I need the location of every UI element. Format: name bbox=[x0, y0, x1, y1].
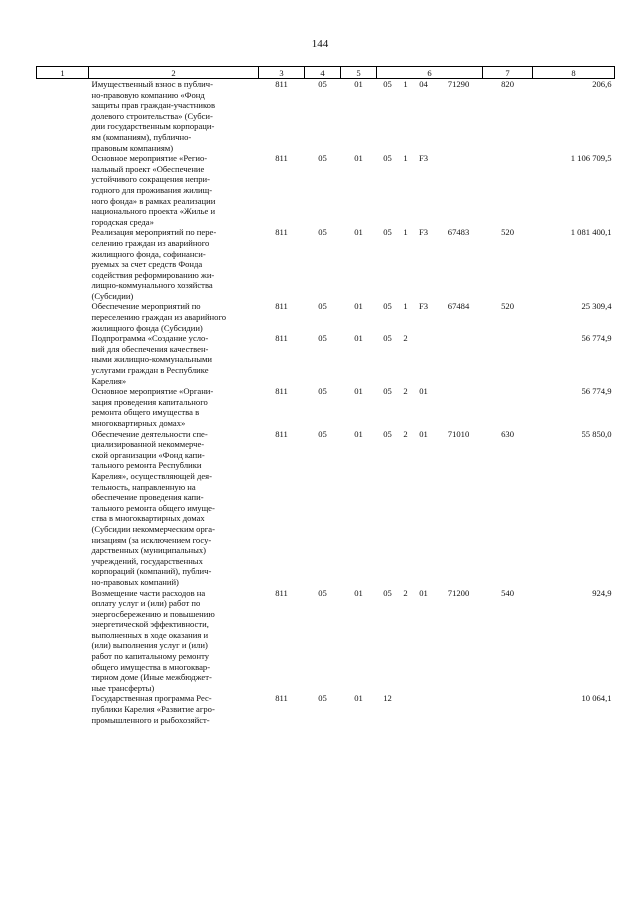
row-name bbox=[89, 79, 259, 154]
row-name-line: ремонта общего имущества в bbox=[91, 407, 200, 418]
row-name-line: селению граждан из аварийного bbox=[91, 237, 210, 248]
row-amount: 10 064,1 bbox=[581, 693, 612, 704]
row-name-line: ства в многоквартирных домах bbox=[91, 513, 205, 524]
row-activity-code: F3 bbox=[418, 227, 429, 238]
row-expense-type-code: 540 bbox=[501, 587, 514, 598]
row-name-line: переселению граждан из аварийного bbox=[91, 312, 227, 323]
row-subprogram-code: 2 bbox=[403, 333, 408, 344]
row-program-code: 05 bbox=[383, 227, 392, 238]
row-name-line: вий для обеспечения качествен- bbox=[91, 343, 209, 354]
row-name-line: но-правовых компаний) bbox=[91, 576, 179, 587]
row-name-line: публики Карелия «Развитие агро- bbox=[91, 704, 215, 715]
table-row bbox=[37, 588, 615, 694]
row-ministry-code: 811 bbox=[275, 693, 288, 704]
row-amount: 206,6 bbox=[592, 79, 612, 89]
row-direction-code bbox=[435, 693, 483, 725]
row-name-line: Основное мероприятие «Регио- bbox=[91, 153, 208, 164]
row-name-line: учреждений, государственных bbox=[91, 555, 203, 566]
header-col-3: 3 bbox=[259, 67, 305, 79]
row-subprogram-code: 1 bbox=[403, 301, 408, 312]
row-name-line: (Субсидии некоммерческим орга- bbox=[91, 523, 215, 534]
row-name-line: дии государственным корпораци- bbox=[91, 121, 215, 132]
row-name bbox=[89, 227, 259, 301]
row-subsection-code: 01 bbox=[354, 301, 363, 312]
row-expense-type-code: 520 bbox=[501, 301, 514, 312]
row-program-code: 05 bbox=[383, 386, 392, 397]
row-name-line: тирном доме (Иные межбюджет- bbox=[91, 672, 212, 683]
row-subsection-code: 01 bbox=[354, 428, 363, 439]
row-name bbox=[89, 588, 259, 694]
row-name-line: тального ремонта общего имуще- bbox=[91, 502, 215, 513]
row-subprogram-code: 2 bbox=[403, 428, 408, 439]
row-name-line: годного для проживания жилищ- bbox=[91, 184, 213, 195]
row-activity-code: F3 bbox=[418, 301, 429, 312]
row-ministry-code: 811 bbox=[275, 333, 288, 344]
page-number: 144 bbox=[311, 38, 329, 50]
row-program-code: 05 bbox=[383, 333, 392, 344]
row-expense-type-code: 520 bbox=[501, 227, 514, 238]
header-col-4: 4 bbox=[305, 67, 341, 79]
row-name-line: энергосбережению и повышению bbox=[91, 608, 215, 619]
row-name-line: национального проекта «Жилье и bbox=[91, 206, 216, 217]
row-section-code: 05 bbox=[318, 79, 327, 89]
row-name-line: работ по капитальному ремонту bbox=[91, 651, 210, 662]
row-number-cell bbox=[37, 693, 89, 725]
row-name-line: жилищного фонда, софинанси- bbox=[91, 248, 206, 259]
row-name-line: Карелия», осуществляющей дея- bbox=[91, 470, 212, 481]
row-expense-type-code: 630 bbox=[501, 428, 514, 439]
row-subsection-code: 01 bbox=[354, 587, 363, 598]
row-program-code: 05 bbox=[383, 301, 392, 312]
row-name-line: лищно-коммунального хозяйства bbox=[91, 280, 213, 291]
row-name-line: промышленного и рыбохозяйст- bbox=[91, 714, 210, 725]
header-col-7: 7 bbox=[483, 67, 533, 79]
row-number-cell bbox=[37, 333, 89, 386]
row-name-line: руемых за счет средств Фонда bbox=[91, 259, 203, 270]
row-ministry-code: 811 bbox=[275, 301, 288, 312]
row-name-line: тельность, направленную на bbox=[91, 481, 196, 492]
row-direction-code: 71200 bbox=[447, 587, 470, 598]
row-expense-type-code bbox=[483, 153, 533, 227]
table-row bbox=[37, 79, 615, 154]
row-number-cell bbox=[37, 79, 89, 154]
row-amount: 56 774,9 bbox=[581, 386, 612, 397]
row-name-line: но-правовую компанию «Фонд bbox=[91, 89, 205, 100]
row-amount: 25 309,4 bbox=[581, 301, 612, 312]
row-name-line: ям (компаниям), публично- bbox=[91, 131, 192, 142]
row-activity-code bbox=[413, 333, 435, 386]
row-subprogram-code: 2 bbox=[403, 386, 408, 397]
row-name-line: энергетической эффективности, bbox=[91, 619, 209, 630]
row-subprogram-code: 1 bbox=[403, 153, 408, 164]
row-program-code: 05 bbox=[383, 428, 392, 439]
table-row bbox=[37, 386, 615, 428]
row-section-code: 05 bbox=[318, 301, 327, 312]
header-col-1: 1 bbox=[37, 67, 89, 79]
row-name bbox=[89, 693, 259, 725]
row-name bbox=[89, 386, 259, 428]
row-section-code: 05 bbox=[318, 587, 327, 598]
row-ministry-code: 811 bbox=[275, 386, 288, 397]
row-name-line: Основное мероприятие «Органи- bbox=[91, 386, 214, 397]
row-name-line: ного фонда» в рамках реализации bbox=[91, 195, 216, 206]
row-number-cell bbox=[37, 153, 89, 227]
row-direction-code: 67484 bbox=[447, 301, 470, 312]
row-section-code: 05 bbox=[318, 428, 327, 439]
table-row bbox=[37, 153, 615, 227]
row-name-line: защиты прав граждан-участников bbox=[91, 100, 216, 111]
row-name-line: нальный проект «Обеспечение bbox=[91, 163, 205, 174]
row-subsection-code: 01 bbox=[354, 333, 363, 344]
header-col-6: 6 bbox=[377, 67, 483, 79]
row-expense-type-code bbox=[483, 333, 533, 386]
row-name bbox=[89, 333, 259, 386]
row-name-line: низациям (за исключением госу- bbox=[91, 534, 212, 545]
row-section-code: 05 bbox=[318, 386, 327, 397]
row-name-line: Обеспечение деятельности спе- bbox=[91, 428, 208, 439]
row-name-line: услугами граждан в Республике bbox=[91, 365, 209, 376]
row-name-line: зация проведения капитального bbox=[91, 396, 208, 407]
row-subprogram-code: 2 bbox=[403, 587, 408, 598]
row-direction-code: 67483 bbox=[447, 227, 470, 238]
row-name-line: Реализация мероприятий по пере- bbox=[91, 227, 217, 238]
row-expense-type-code bbox=[483, 693, 533, 725]
row-program-code: 12 bbox=[383, 693, 392, 704]
header-col-2: 2 bbox=[89, 67, 259, 79]
row-activity-code: F3 bbox=[418, 153, 429, 164]
row-amount: 924,9 bbox=[592, 587, 612, 598]
row-amount: 1 106 709,5 bbox=[570, 153, 612, 164]
row-name-line: тального ремонта Республики bbox=[91, 460, 202, 471]
row-amount: 55 850,0 bbox=[581, 428, 612, 439]
row-subprogram-code bbox=[399, 693, 413, 725]
header-col-8: 8 bbox=[533, 67, 615, 79]
row-name-line: жилищного фонда (Субсидии) bbox=[91, 322, 203, 333]
row-amount: 56 774,9 bbox=[581, 333, 612, 344]
row-name-line: дарственных (муниципальных) bbox=[91, 545, 207, 556]
row-subprogram-code: 1 bbox=[403, 79, 408, 89]
table-row bbox=[37, 227, 615, 301]
row-direction-code bbox=[435, 333, 483, 386]
row-name-line: циализированной некоммерче- bbox=[91, 439, 205, 450]
row-direction-code bbox=[435, 386, 483, 428]
table-row bbox=[37, 693, 615, 725]
row-expense-type-code bbox=[483, 386, 533, 428]
row-name-line: ской организации «Фонд капи- bbox=[91, 449, 205, 460]
row-name bbox=[89, 153, 259, 227]
row-name-line: Возмещение части расходов на bbox=[91, 587, 206, 598]
row-section-code: 05 bbox=[318, 333, 327, 344]
table-row bbox=[37, 333, 615, 386]
row-subsection-code: 01 bbox=[354, 386, 363, 397]
row-subsection-code: 01 bbox=[354, 153, 363, 164]
row-name-line: корпораций (компаний), публич- bbox=[91, 566, 212, 577]
row-name-line: выполненных в ходе оказания и bbox=[91, 629, 209, 640]
row-direction-code bbox=[435, 153, 483, 227]
row-name bbox=[89, 301, 259, 333]
row-name-line: ными жилищно-коммунальными bbox=[91, 354, 213, 365]
row-ministry-code: 811 bbox=[275, 428, 288, 439]
row-subsection-code: 01 bbox=[354, 79, 363, 89]
row-name-line: правовым компаниям) bbox=[91, 142, 174, 153]
budget-table bbox=[36, 66, 615, 725]
row-name-line: многоквартирных домах» bbox=[91, 418, 186, 428]
row-name-line: общего имущества в многоквар- bbox=[91, 661, 211, 672]
row-subprogram-code: 1 bbox=[403, 227, 408, 238]
row-name-line: устойчивого сокращения непри- bbox=[91, 174, 211, 185]
row-name bbox=[89, 429, 259, 588]
row-name-line: городская среда» bbox=[91, 216, 154, 227]
row-activity-code: 01 bbox=[419, 428, 428, 439]
row-number-cell bbox=[37, 301, 89, 333]
row-subsection-code: 01 bbox=[354, 227, 363, 238]
row-number-cell bbox=[37, 429, 89, 588]
row-number-cell bbox=[37, 588, 89, 694]
row-name-line: (или) выполнения услуг и (или) bbox=[91, 640, 208, 651]
table-row bbox=[37, 429, 615, 588]
table-header-row bbox=[37, 67, 615, 79]
row-subsection-code: 01 bbox=[354, 693, 363, 704]
row-name-line: оплату услуг и (или) работ по bbox=[91, 598, 201, 609]
row-direction-code: 71010 bbox=[447, 428, 470, 439]
row-name-line: содействия реформированию жи- bbox=[91, 269, 215, 280]
row-program-code: 05 bbox=[383, 153, 392, 164]
row-name-line: долевого строительства» (Субси- bbox=[91, 110, 213, 121]
row-section-code: 05 bbox=[318, 693, 327, 704]
header-col-5: 5 bbox=[341, 67, 377, 79]
row-program-code: 05 bbox=[383, 79, 392, 89]
row-ministry-code: 811 bbox=[275, 227, 288, 238]
row-expense-type-code: 820 bbox=[501, 79, 514, 89]
row-direction-code: 71290 bbox=[447, 79, 470, 89]
row-name-line: Государственная программа Рес- bbox=[91, 693, 212, 704]
row-ministry-code: 811 bbox=[275, 587, 288, 598]
row-section-code: 05 bbox=[318, 227, 327, 238]
row-name-line: Подпрограмма «Создание усло- bbox=[91, 333, 209, 344]
table-row bbox=[37, 301, 615, 333]
row-name-line: Имущественный взнос в публич- bbox=[91, 79, 213, 89]
row-name-line: (Субсидии) bbox=[91, 290, 134, 301]
row-ministry-code: 811 bbox=[275, 79, 288, 89]
row-name-line: Обеспечение мероприятий по bbox=[91, 301, 201, 312]
row-activity-code bbox=[413, 693, 435, 725]
row-number-cell bbox=[37, 386, 89, 428]
row-activity-code: 01 bbox=[419, 587, 428, 598]
row-name-line: обеспечение проведения капи- bbox=[91, 492, 204, 503]
row-name-line: ные трансферты) bbox=[91, 682, 155, 693]
row-number-cell bbox=[37, 227, 89, 301]
row-section-code: 05 bbox=[318, 153, 327, 164]
row-activity-code: 04 bbox=[419, 79, 428, 89]
row-activity-code: 01 bbox=[419, 386, 428, 397]
row-ministry-code: 811 bbox=[275, 153, 288, 164]
row-amount: 1 081 400,1 bbox=[570, 227, 612, 238]
row-program-code: 05 bbox=[383, 587, 392, 598]
row-name-line: Карелия» bbox=[91, 375, 127, 386]
